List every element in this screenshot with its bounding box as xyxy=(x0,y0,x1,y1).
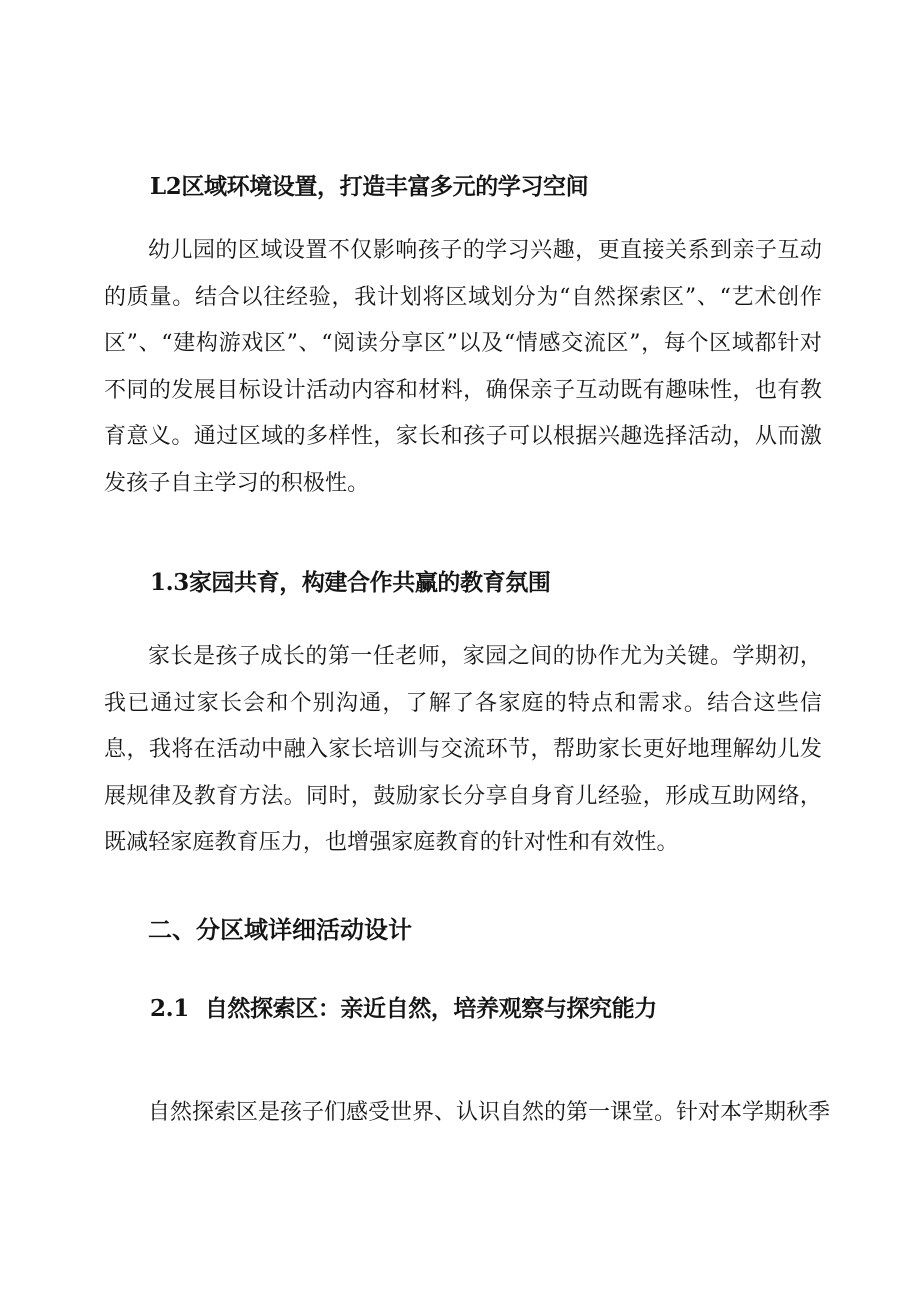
section-number: L2 xyxy=(150,173,182,200)
section-title: 家园共育，构建合作共赢的教育氛围 xyxy=(188,570,551,596)
paragraph-nature-zone: 自然探索区是孩子们感受世界、认识自然的第一课堂。针对本学期秋季 xyxy=(148,1100,831,1125)
paragraph-home-school: 家长是孩子成长的第一任老师，家园之间的协作尤为关键。学期初，我已通过家长会和个别沟通，了解了各家庭的特点和需求。结合这些信息，我将在活动中融入家长培训与交流环节，帮助家长更好地理解幼儿发展规律及教育方法。同时，鼓励家长分享自身育儿经验，形成互助网络，既减轻家庭教育压力，也增强家庭教育的针对性和有效性。 xyxy=(104,644,822,855)
paragraph-area-setup: 幼儿园的区域设置不仅影响孩子的学习兴趣，更直接关系到亲子互动的质量。结合以往经验，我计划将区域划分为“自然探索区”、“艺术创作区”、“建构游戏区”、“阅读分享区”以及“情感交流区”，每个区域都针对不同的发展目标设计活动内容和材料，确保亲子互动既有趣味性，也有教育意义。通过区域的多样性，家长和孩子可以根据兴趣选择活动，从而激发孩子自主学习的积极性。 xyxy=(104,238,822,496)
section-number: 1.3 xyxy=(150,569,189,596)
chapter-heading-2: 二、分区域详细活动设计 xyxy=(148,916,412,944)
section-title: 区域环境设置，打造丰富多元的学习空间 xyxy=(181,174,589,200)
section-heading-2-1 xyxy=(150,990,657,1023)
section-number: 2.1 xyxy=(150,995,189,1022)
section-title: 自然探索区：亲近自然，培养观察与探究能力 xyxy=(204,996,657,1022)
section-heading-1-2 xyxy=(150,168,588,201)
section-heading-1-3 xyxy=(150,564,550,597)
